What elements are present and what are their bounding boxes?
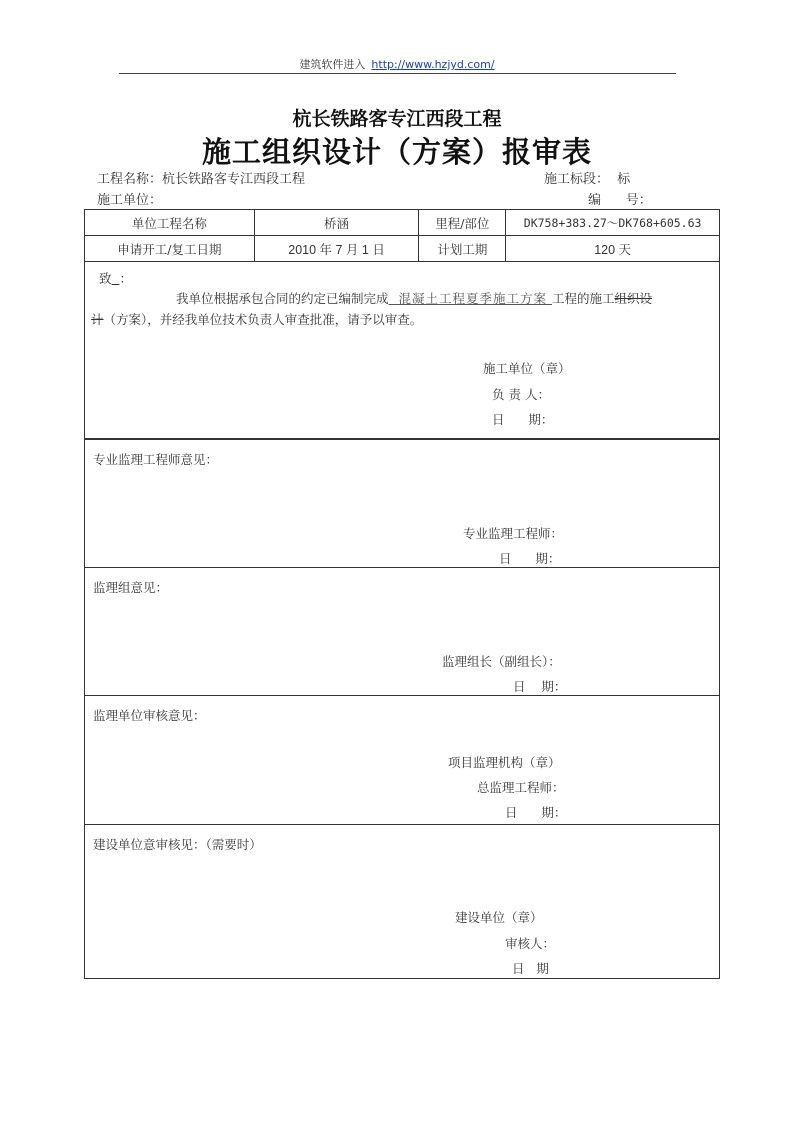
header-divider <box>119 73 676 74</box>
supervision-org: 项目监理机构（章） <box>448 755 561 770</box>
section-label: 施工标段： 标 <box>544 172 631 187</box>
project-name-label: 工程名称：杭长铁路客专江西段工程 <box>97 172 306 187</box>
owner-date: 日 期 <box>512 961 549 976</box>
engineer-opinion-section <box>84 439 720 568</box>
cell-unit-project-label: 单位工程名称 <box>85 210 255 236</box>
header-prefix: 建筑软件进入 <box>299 58 366 71</box>
submission-line-2: 计（方案），并经我单位技术负责人审查批准，请予以审查。 <box>91 312 423 327</box>
owner-opinion-section <box>84 824 720 979</box>
table-row <box>85 236 720 262</box>
supervision-opinion-label: 监理单位审核意见： <box>93 708 206 723</box>
supervision-opinion-section <box>84 695 720 825</box>
submission-line-1: 我单位根据承包合同的约定已编制完成 混凝土工程夏季施工方案 工程的施工组织设 <box>176 291 652 306</box>
cell-start-date-value: 2010 年 7 月 1 日 <box>254 236 419 262</box>
header-link[interactable]: http://www.hzjyd.com/ <box>371 58 495 71</box>
supervision-date: 日 期： <box>505 805 567 820</box>
unit-label: 施工单位： <box>97 193 163 208</box>
page-header <box>0 56 794 72</box>
owner-opinion-label: 建设单位意审核见：（需要时） <box>93 837 262 852</box>
owner-org: 建设单位（章） <box>455 910 543 925</box>
sign-unit: 施工单位（章） <box>483 361 571 376</box>
table-row <box>85 210 720 236</box>
chief-engineer-sign: 总监理工程师： <box>477 780 565 795</box>
sign-person: 负 责 人： <box>492 387 550 402</box>
engineer-date: 日 期： <box>499 551 561 566</box>
number-label: 编 号： <box>588 193 652 208</box>
addressee-line: 致 ： <box>99 271 132 286</box>
engineer-sign: 专业监理工程师： <box>463 526 564 541</box>
plan-name: 混凝土工程夏季施工方案 <box>388 291 552 306</box>
cell-start-date-label: 申请开工/复工日期 <box>85 236 255 262</box>
cell-duration-value: 120 天 <box>506 236 720 262</box>
group-date: 日 期： <box>513 679 567 694</box>
group-leader-sign: 监理组长（副组长）： <box>442 654 561 669</box>
form-title: 施工组织设计（方案）报审表 <box>201 135 592 169</box>
group-opinion-section <box>84 567 720 696</box>
owner-reviewer-sign: 审核人： <box>505 936 556 951</box>
group-opinion-label: 监理组意见： <box>93 580 169 595</box>
cell-unit-project-value: 桥涵 <box>254 210 419 236</box>
info-table <box>84 209 720 262</box>
engineer-opinion-label: 专业监理工程师意见： <box>93 452 219 467</box>
submission-section <box>84 261 720 439</box>
cell-duration-label: 计划工期 <box>419 236 506 262</box>
project-title: 杭长铁路客专江西段工程 <box>292 108 502 130</box>
cell-mileage-label: 里程/部位 <box>419 210 506 236</box>
sign-date: 日 期： <box>492 412 554 427</box>
cell-mileage-value: DK758+383.27～DK768+605.63 <box>506 210 720 236</box>
